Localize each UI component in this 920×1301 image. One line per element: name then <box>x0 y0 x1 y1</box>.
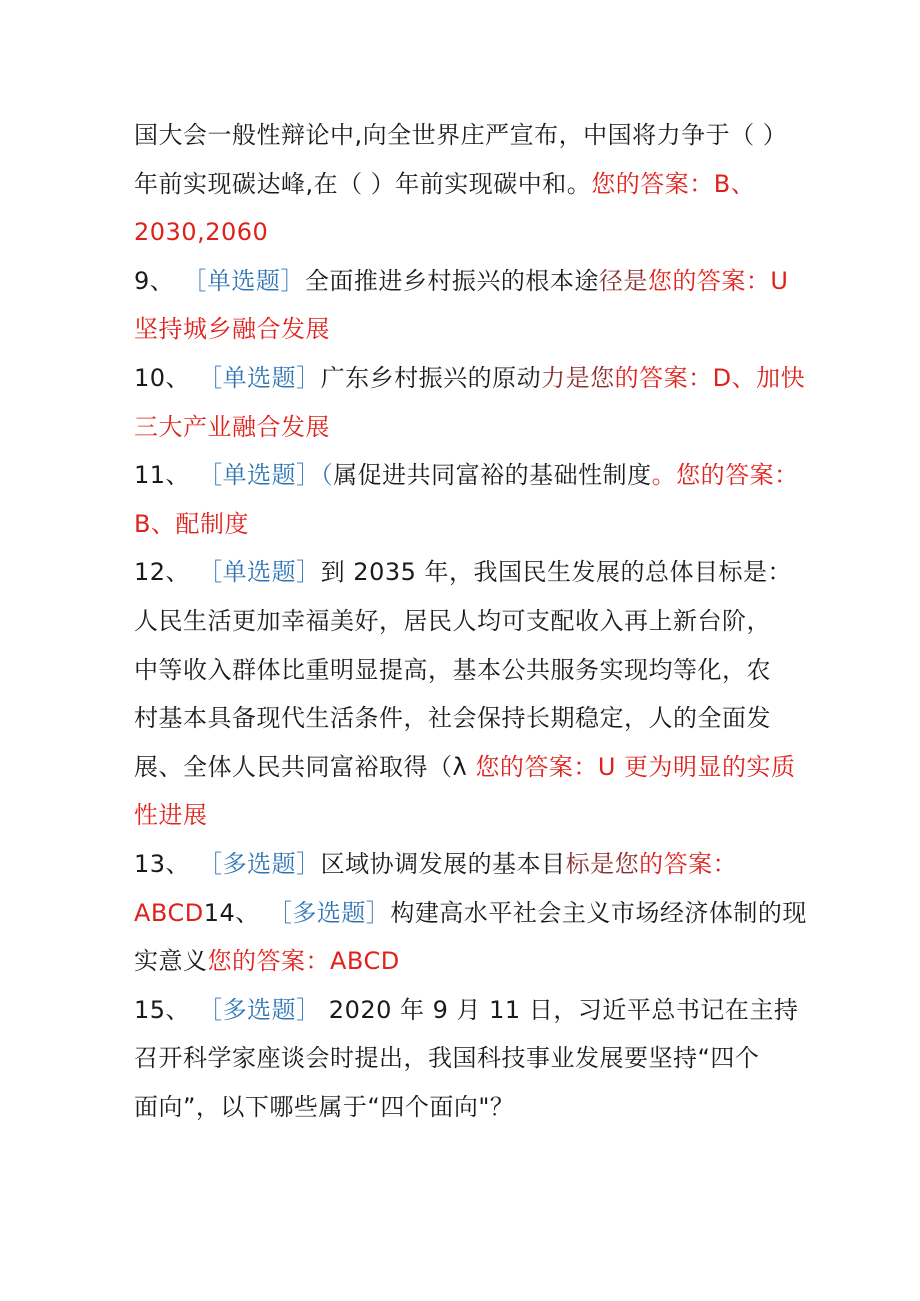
answer-text: 您的答案：U 更为明显的实质 <box>475 752 796 781</box>
question-text: 14、 <box>203 898 268 927</box>
answer-text: 您的答案：ABCD <box>207 947 400 976</box>
question-text: 村基本具备现代生活条件，社会保持长期稳定，人的全面发 <box>134 704 771 733</box>
question-text: 到 2035 年，我国民生发展的总体目标是： <box>320 558 793 587</box>
question-text: 2020 年 9 月 11 日，习近平总书记在主持 <box>320 995 799 1024</box>
answer-text: 。您的答案： <box>651 461 799 490</box>
question-text: 召开科学家座谈会时提出，我国科技事业发展要坚持“四个 <box>134 1044 760 1073</box>
text-line <box>134 111 814 160</box>
question-text: 径是 <box>598 266 648 295</box>
question-text: 全面推进乡村振兴的根本途 <box>304 266 599 295</box>
text-line <box>134 791 814 840</box>
question-text: 中等收入群体比重明显提高，基本公共服务实现均等化，农 <box>134 655 771 684</box>
answer-text: 您的答案：B、 <box>591 169 756 198</box>
text-line <box>134 986 814 1035</box>
answer-text: 三大产业融合发展 <box>134 412 330 441</box>
question-text: 13、 <box>134 849 199 878</box>
text-line <box>134 403 814 452</box>
text-line <box>134 1083 814 1132</box>
answer-text: 2030,2060 <box>134 218 269 247</box>
text-line <box>134 451 814 500</box>
answer-text: 坚持城乡融合发展 <box>134 315 330 344</box>
question-text: 面向”，以下哪些属于“四个面向"？ <box>134 1092 515 1121</box>
text-line <box>134 889 814 938</box>
text-line <box>134 305 814 354</box>
text-line <box>134 354 814 403</box>
text-line <box>134 840 814 889</box>
text-line <box>134 208 814 257</box>
question-text: 构建高水平社会主义市场经济体制的现 <box>390 898 807 927</box>
question-text: 标是您 <box>565 849 640 878</box>
question-type-tag: ［单选题］ <box>198 558 321 587</box>
question-text: 属促进共同富裕的基础性制度 <box>333 461 652 490</box>
question-text: 国大会一般性辩论中,向全世界庄严宣布，中国将力争于（ ） <box>134 121 788 149</box>
answer-text: 的答案： <box>639 849 738 878</box>
text-line <box>134 743 814 792</box>
text-line <box>134 160 814 209</box>
question-type-tag: ［多选题］ <box>198 995 321 1024</box>
question-text: 11、 <box>134 461 199 490</box>
question-type-tag: ［多选题］ <box>198 849 321 878</box>
question-text: 9、 <box>134 266 183 295</box>
question-text: 区域协调发展的基本目 <box>320 849 566 878</box>
text-line <box>134 597 814 646</box>
question-text: 年前实现碳达峰,在（ ）年前实现碳中和。 <box>134 169 592 198</box>
answer-text: ABCD <box>134 898 204 927</box>
question-text: 10、 <box>134 363 199 392</box>
answer-text: B、配制度 <box>134 509 249 538</box>
answer-text: 的答案：D、加快 <box>614 363 806 392</box>
question-text: 展、全体人民共同富裕取得（λ <box>134 752 476 781</box>
text-line <box>134 646 814 695</box>
question-text: 实意义 <box>134 947 208 976</box>
text-line <box>134 500 814 549</box>
question-type-tag: ［单选题］ <box>198 363 321 392</box>
text-line <box>134 1034 814 1083</box>
document-body <box>134 111 814 1131</box>
answer-text: 性进展 <box>134 801 208 830</box>
text-line <box>134 694 814 743</box>
question-text: 12、 <box>134 558 199 587</box>
text-line <box>134 937 814 986</box>
question-text: 15、 <box>134 995 199 1024</box>
question-type-tag: ［多选题］ <box>267 898 391 927</box>
question-type-tag: ［单选题］（ <box>198 461 334 490</box>
text-line <box>134 257 814 306</box>
question-text: 力是您 <box>541 363 615 392</box>
question-type-tag: ［单选题］ <box>182 266 305 295</box>
question-text: 人民生活更加幸福美好，居民人均可支配收入再上新台阶， <box>134 606 771 635</box>
question-text: 广东乡村振兴的原动 <box>320 363 542 392</box>
answer-text: 您的答案：U <box>647 266 789 295</box>
text-line <box>134 548 814 597</box>
